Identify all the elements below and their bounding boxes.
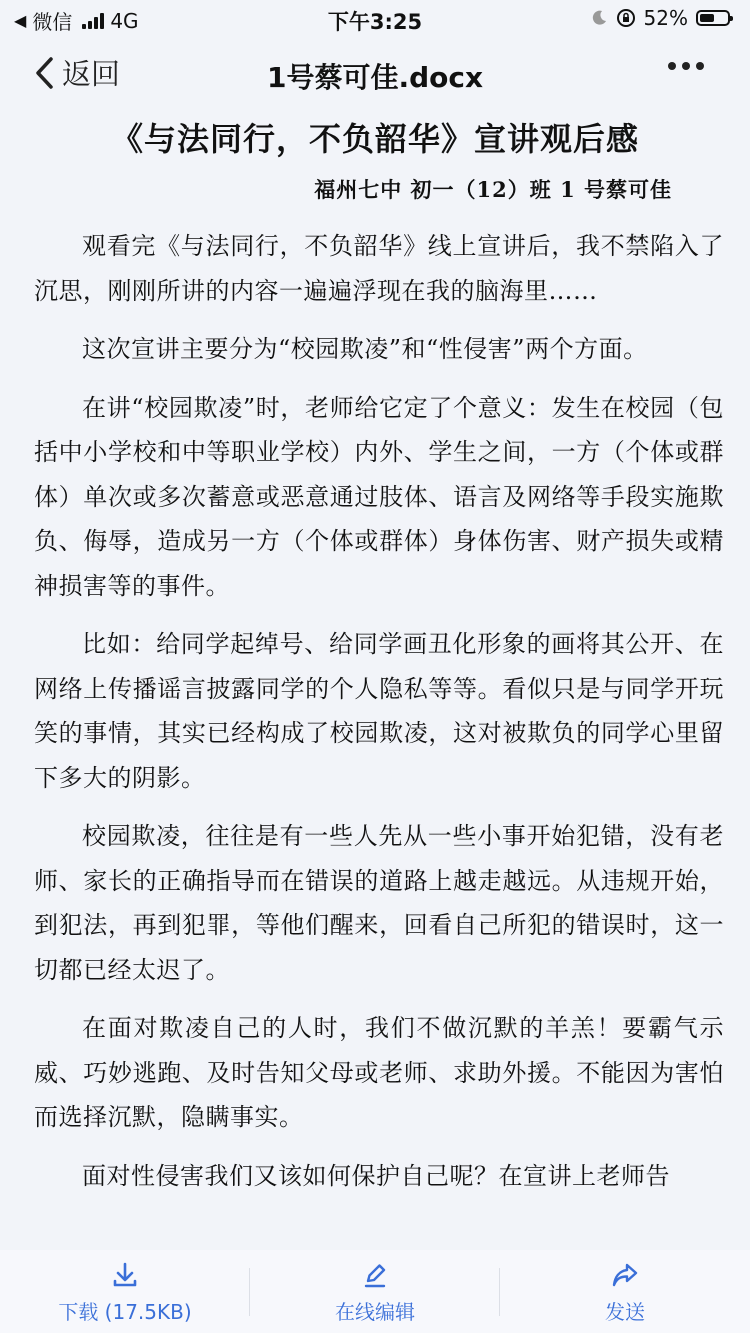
battery-percent: 52% [643,6,688,30]
more-dot-icon [696,62,704,70]
status-time: 下午3:25 [327,10,423,34]
download-button[interactable] [0,1260,250,1325]
orientation-lock-icon [616,8,636,28]
paragraph: 观看完《与法同行，不负韶华》线上宣讲后，我不禁陷入了沉思，刚刚所讲的内容一遍遍浮现在我的脑海里…… [34,232,724,305]
edit-online-button[interactable] [250,1260,500,1325]
more-dot-icon [682,62,690,70]
document-body [34,224,724,1212]
paragraph: 面对性侵害我们又该如何保护自己呢？在宣讲上老师告 [82,1161,670,1190]
edit-online-label: 在线编辑 [335,1300,415,1324]
bottom-toolbar [0,1250,750,1333]
moon-icon [590,9,608,27]
download-label: 下载 (17.5KB) [58,1300,192,1324]
share-label: 发送 [605,1300,645,1324]
document-author: 福州七中 初一（12）班 1 号蔡可佳 [314,177,672,202]
nav-bar [0,42,750,112]
page-title: 1号蔡可佳.docx [266,61,484,94]
status-bar [0,0,750,38]
share-arrow-icon [610,1260,640,1290]
back-label: 返回 [62,57,121,91]
paragraph: 在讲“校园欺凌”时，老师给它定了个意义：发生在校园（包括中小学校和中等职业学校）内外、学生之间，一方（个体或群体）单次或多次蓄意或恶意通过肢体、语言及网络等手段实施欺负、侮辱，造成另一方（个体或群体）身体伤害、财产损失或精神损害等的事件。 [34,393,724,600]
status-right [590,6,730,30]
network-label: 4G [110,8,139,33]
battery-fill [700,14,714,22]
more-button[interactable] [668,62,704,70]
battery-icon [696,10,730,26]
share-button[interactable] [500,1260,750,1325]
document-preview[interactable] [0,112,750,1250]
carrier-label[interactable]: 微信 [32,10,73,34]
paragraph: 比如：给同学起绰号、给同学画丑化形象的画将其公开、在网络上传播谣言披露同学的个人隐私等等。看似只是与同学开玩笑的事情，其实已经构成了校园欺凌，这对被欺负的同学心里留下多大的阴影。 [34,630,724,792]
paragraph: 校园欺凌，往往是有一些人先从一些小事开始犯错，没有老师、家长的正确指导而在错误的道路上越走越远。从违规开始，到犯法，再到犯罪，等他们醒来，回看自己所犯的错误时，这一切都已经太迟了。 [34,822,724,984]
download-icon [110,1260,140,1290]
pencil-icon [360,1260,390,1290]
more-dot-icon [668,62,676,70]
paragraph: 这次宣讲主要分为“校园欺凌”和“性侵害”两个方面。 [82,335,648,363]
document-title: 《与法同行，不负韶华》宣讲观后感 [110,120,639,158]
paragraph: 在面对欺凌自己的人时，我们不做沉默的羊羔！要霸气示威、巧妙逃跑、及时告知父母或老师、求助外援。不能因为害怕而选择沉默，隐瞒事实。 [34,1014,724,1131]
back-to-app-icon[interactable]: ◀ [14,11,27,30]
